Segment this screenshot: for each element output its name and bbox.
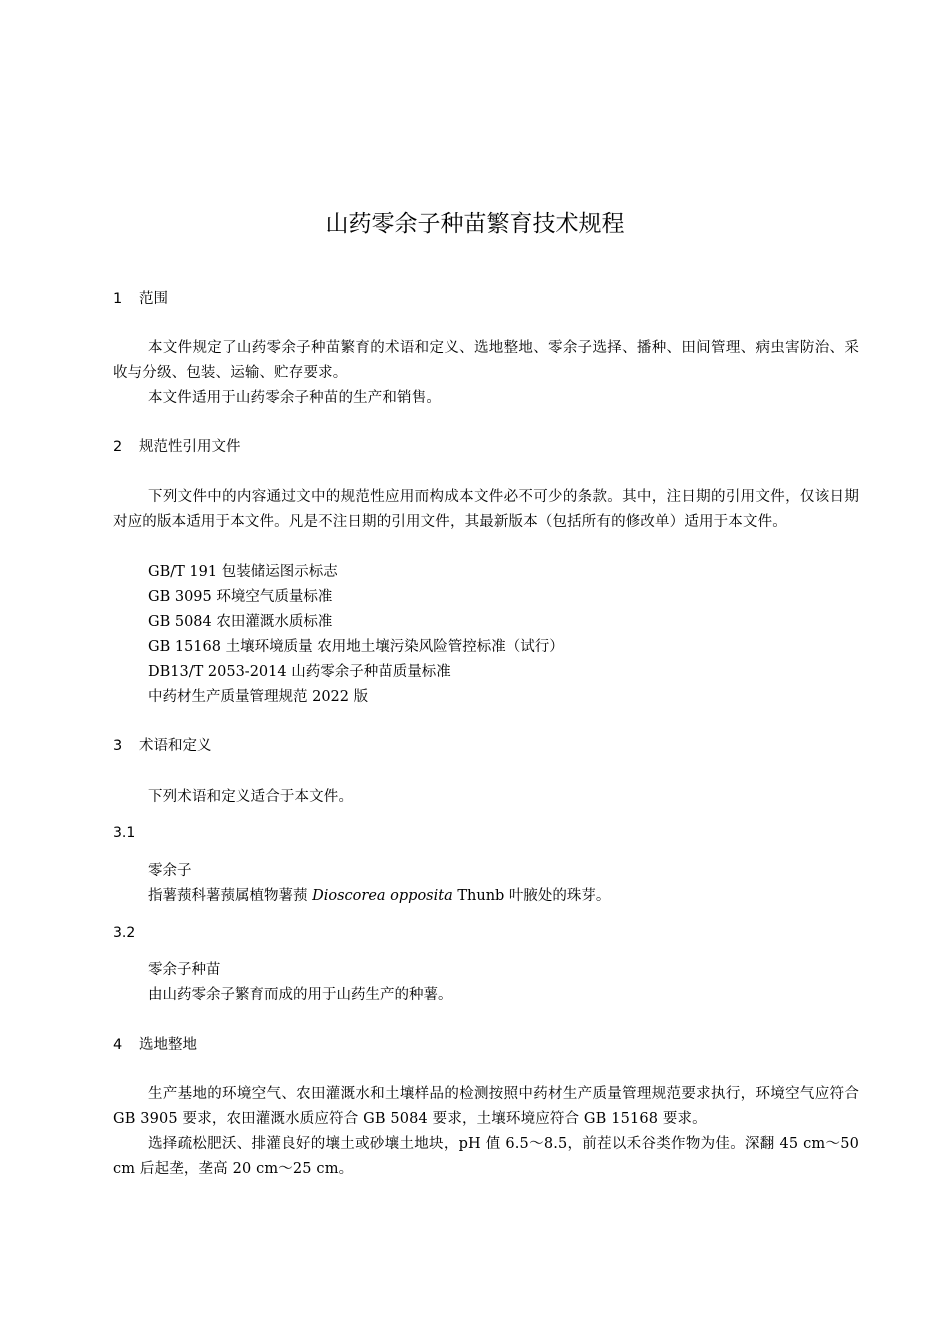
term-number: 3.2	[113, 925, 136, 941]
document-title: 山药零余子种苗繁育技术规程	[325, 211, 625, 237]
reference-item: GB 15168 土壤环境质量 农用地土壤污染风险管控标准（试行）	[148, 639, 564, 655]
paragraph: 下列文件中的内容通过文中的规范性应用而构成本文件必不可少的条款。其中，注日期的引用文件，仅该日期对应的版本适用于本文件。凡是不注日期的引用文件，其最新版本（包括所有的修改单）适用于本文件。	[113, 489, 859, 530]
reference-item: GB/T 191 包装储运图示标志	[148, 564, 338, 580]
term-definition	[148, 886, 610, 906]
section-title: 术语和定义	[139, 738, 212, 754]
section-title: 规范性引用文件	[139, 439, 241, 455]
reference-item: GB 3095 环境空气质量标准	[148, 589, 333, 605]
paragraph: 选择疏松肥沃、排灌良好的壤土或砂壤土地块，pH 值 6.5～8.5，前茬以禾谷类作物为佳。深翻 45 cm～50 cm 后起垄，垄高 20 cm～25 cm。	[113, 1136, 859, 1177]
latin-name: Dioscorea opposita	[312, 888, 453, 904]
section-number: 2	[113, 439, 123, 455]
section-2-heading	[113, 437, 241, 457]
section-number: 3	[113, 738, 123, 754]
section-3-heading	[113, 736, 212, 756]
reference-item: 中药材生产质量管理规范 2022 版	[148, 689, 369, 705]
section-title: 选地整地	[139, 1037, 197, 1053]
section-title: 范围	[139, 291, 168, 307]
definition-text: Thunb 叶腋处的珠芽。	[452, 888, 611, 904]
term-name: 零余子种苗	[148, 962, 221, 978]
definition-text: 指薯蓣科薯蓣属植物薯蓣	[148, 888, 313, 904]
paragraph: 本文件规定了山药零余子种苗繁育的术语和定义、选地整地、零余子选择、播种、田间管理、病虫害防治、采收与分级、包装、运输、贮存要求。	[113, 340, 859, 381]
paragraph: 生产基地的环境空气、农田灌溉水和土壤样品的检测按照中药材生产质量管理规范要求执行，环境空气应符合 GB 3905 要求，农田灌溉水质应符合 GB 5084 要求，土壤环境应符合 GB 15168 要求。	[113, 1086, 859, 1127]
term-number: 3.1	[113, 825, 136, 841]
section-number: 1	[113, 291, 123, 307]
paragraph: 下列术语和定义适合于本文件。	[148, 789, 354, 805]
reference-item: DB13/T 2053-2014 山药零余子种苗质量标准	[148, 664, 451, 680]
term-definition: 由山药零余子繁育而成的用于山药生产的种薯。	[148, 987, 453, 1003]
section-number: 4	[113, 1037, 123, 1053]
section-1-heading	[113, 289, 168, 309]
term-name: 零余子	[148, 863, 192, 879]
reference-item: GB 5084 农田灌溉水质标准	[148, 614, 333, 630]
paragraph: 本文件适用于山药零余子种苗的生产和销售。	[148, 390, 441, 406]
section-4-heading	[113, 1035, 197, 1055]
